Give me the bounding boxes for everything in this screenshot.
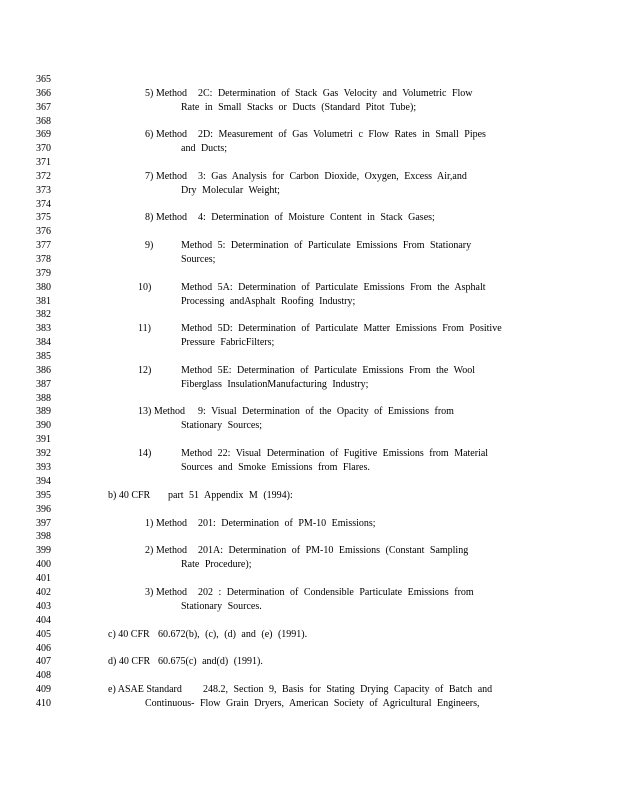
line-number: 408 [36,670,51,681]
line-row [0,669,618,683]
item-continuation: Pressure FabricFilters; [181,337,275,348]
line-number: 410 [36,698,51,709]
line-number: 369 [36,129,51,140]
item-label: 1) Method [145,518,187,529]
item-label: 12) [138,365,152,376]
item-continuation: Fiberglass InsulationManufacturing Industry; [181,379,369,390]
line-row [0,211,618,225]
line-number: 385 [36,351,51,362]
line-number: 381 [36,296,51,307]
line-number: 401 [36,573,51,584]
item-continuation: Dry Molecular Weight; [181,185,280,196]
item-continuation: Rate in Small Stacks or Ducts (Standard Pitot Tube); [181,102,417,113]
item-label: 8) Method [145,212,187,223]
line-number: 375 [36,212,51,223]
line-number: 406 [36,643,51,654]
line-row [0,115,618,129]
item-text: Method 5D: Determination of Particulate Matter Emissions From Positive [181,323,502,334]
item-label: 9) [145,240,154,251]
item-continuation: Sources and Smoke Emissions from Flares. [181,462,370,473]
line-number: 407 [36,656,51,667]
line-number: 365 [36,74,51,85]
item-text: 9: Visual Determination of the Opacity of Emissions from [198,406,454,417]
item-label: 13) Method [138,406,185,417]
line-row [0,87,618,101]
line-number: 373 [36,185,51,196]
line-row [0,295,618,309]
line-number: 374 [36,199,51,210]
line-number: 392 [36,448,51,459]
line-number: 402 [36,587,51,598]
line-number: 378 [36,254,51,265]
line-row [0,322,618,336]
item-text: Method 5E: Determination of Particulate Emissions From the Wool [181,365,476,376]
section-label: d) 40 CFR [108,656,151,667]
line-number: 387 [36,379,51,390]
line-number: 397 [36,518,51,529]
item-continuation: Stationary Sources; [181,420,263,431]
line-number: 395 [36,490,51,501]
line-row [0,503,618,517]
line-row [0,267,618,281]
line-number: 405 [36,629,51,640]
line-row [0,156,618,170]
item-continuation: and Ducts; [181,143,228,154]
item-text: Method 5: Determination of Particulate Emissions From Stationary [181,240,472,251]
item-text: 201: Determination of PM-10 Emissions; [198,518,376,529]
line-row [0,378,618,392]
line-row [0,683,618,697]
item-continuation: Rate Procedure); [181,559,252,570]
line-row [0,419,618,433]
item-label: 7) Method [145,171,187,182]
item-label: 3) Method [145,587,187,598]
line-row [0,628,618,642]
line-row [0,392,618,406]
item-continuation: Stationary Sources. [181,601,262,612]
line-number: 398 [36,531,51,542]
line-row [0,697,618,711]
section-continuation: Continuous- Flow Grain Dryers, American Society of Agricultural Engineers, [145,698,480,709]
line-row [0,558,618,572]
line-number: 393 [36,462,51,473]
line-row [0,433,618,447]
line-row [0,405,618,419]
line-number: 388 [36,393,51,404]
line-row [0,600,618,614]
item-text: Method 5A: Determination of Particulate Emissions From the Asphalt [181,282,486,293]
line-row [0,614,618,628]
item-text: 3: Gas Analysis for Carbon Dioxide, Oxygen, Excess Air,and [198,171,467,182]
line-number: 376 [36,226,51,237]
line-row [0,461,618,475]
line-number: 396 [36,504,51,515]
line-number: 390 [36,420,51,431]
line-row [0,530,618,544]
line-number: 379 [36,268,51,279]
line-row [0,655,618,669]
line-number: 389 [36,406,51,417]
item-label: 5) Method [145,88,187,99]
line-row [0,184,618,198]
item-text: Method 22: Visual Determination of Fugitive Emissions from Material [181,448,489,459]
line-row [0,572,618,586]
line-row [0,475,618,489]
line-number: 391 [36,434,51,445]
item-continuation: Sources; [181,254,216,265]
line-row [0,642,618,656]
line-row [0,350,618,364]
line-number: 367 [36,102,51,113]
section-text: 60.672(b), (c), (d) and (e) (1991). [158,629,308,640]
line-row [0,225,618,239]
item-label: 11) [138,323,151,334]
line-number: 372 [36,171,51,182]
line-number: 403 [36,601,51,612]
line-number: 386 [36,365,51,376]
line-row [0,239,618,253]
item-text: 201A: Determination of PM-10 Emissions (Constant Sampling [198,545,469,556]
line-row [0,489,618,503]
line-number: 384 [36,337,51,348]
line-number: 368 [36,116,51,127]
line-row [0,198,618,212]
line-number: 370 [36,143,51,154]
line-number: 366 [36,88,51,99]
item-text: 2C: Determination of Stack Gas Velocity and Volumetric Flow [198,88,473,99]
line-row [0,281,618,295]
line-row [0,170,618,184]
line-row [0,586,618,600]
line-row [0,73,618,87]
line-number: 371 [36,157,51,168]
line-number: 394 [36,476,51,487]
line-number: 404 [36,615,51,626]
item-label: 10) [138,282,152,293]
line-row [0,253,618,267]
item-text: 4: Determination of Moisture Content in Stack Gases; [198,212,435,223]
item-label: 14) [138,448,152,459]
line-row [0,447,618,461]
item-text: 2D: Measurement of Gas Volumetri c Flow Rates in Small Pipes [198,129,486,140]
line-row [0,517,618,531]
line-row [0,364,618,378]
line-number: 377 [36,240,51,251]
section-text: 248.2, Section 9, Basis for Stating Drying Capacity of Batch and [203,684,493,695]
line-number: 383 [36,323,51,334]
item-continuation: Processing andAsphalt Roofing Industry; [181,296,356,307]
section-label: e) ASAE Standard [108,684,182,695]
line-row [0,336,618,350]
line-row [0,544,618,558]
item-label: 2) Method [145,545,187,556]
line-row [0,142,618,156]
section-label: b) 40 CFR [108,490,151,501]
section-text: part 51 Appendix M (1994): [168,490,293,501]
section-label: c) 40 CFR [108,629,150,640]
line-row [0,308,618,322]
line-number: 409 [36,684,51,695]
line-number: 382 [36,309,51,320]
item-label: 6) Method [145,129,187,140]
line-number: 380 [36,282,51,293]
line-row [0,101,618,115]
line-number: 399 [36,545,51,556]
section-text: 60.675(c) and(d) (1991). [158,656,263,667]
line-row [0,128,618,142]
line-number: 400 [36,559,51,570]
item-text: 202 : Determination of Condensible Particulate Emissions from [198,587,474,598]
